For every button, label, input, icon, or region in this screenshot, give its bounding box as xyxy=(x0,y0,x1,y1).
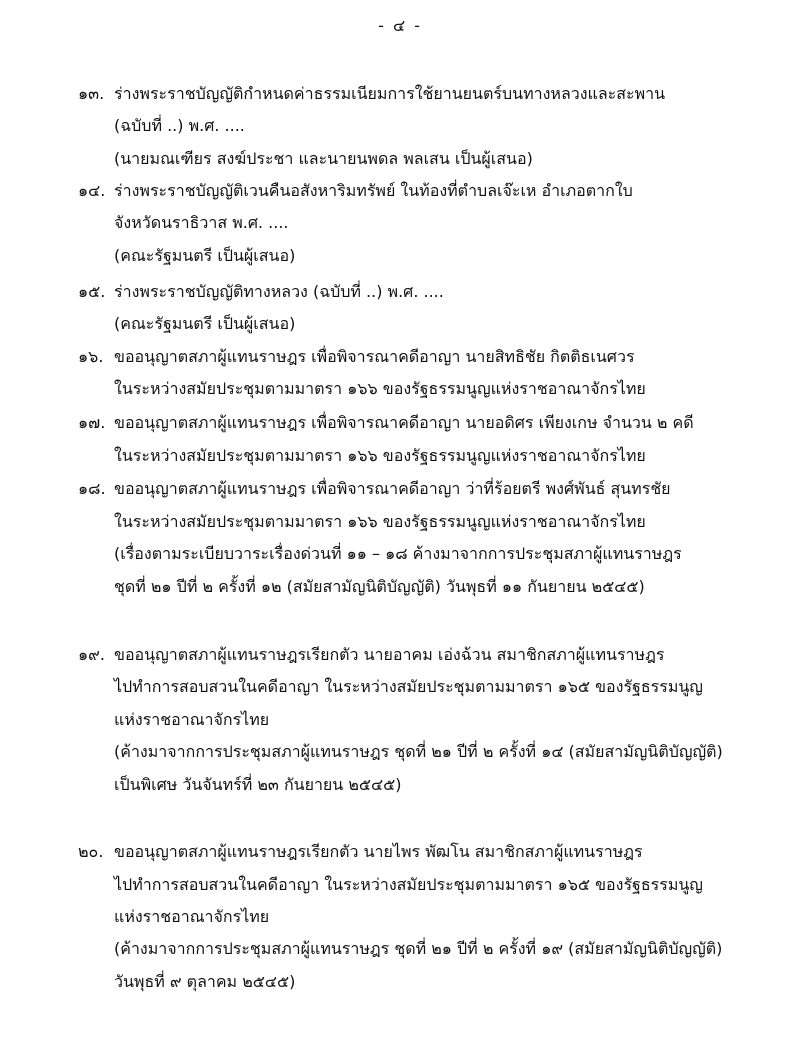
agenda-item-20-line-5: วันพุธที่ ๙ ตุลาคม ๒๕๔๕) xyxy=(114,972,296,991)
agenda-item-18-line-1: ๑๘. ขออนุญาตสภาผู้แทนราษฎร เพื่อพิจารณาคดีอาญา ว่าที่ร้อยตรี พงศ์พันธ์ สุนทรชัย xyxy=(78,479,671,498)
agenda-item-19-line-3: แห่งราชอาณาจักรไทย xyxy=(114,710,270,729)
agenda-item-20-line-4: (ค้างมาจากการประชุมสภาผู้แทนราษฎร ชุดที่ ๒๑ ปีที่ ๒ ครั้งที่ ๑๙ (สมัยสามัญนิติบัญญัติ) xyxy=(114,939,723,958)
agenda-item-16-line-1: ๑๖. ขออนุญาตสภาผู้แทนราษฎร เพื่อพิจารณาคดีอาญา นายสิทธิชัย กิตติธเนศวร xyxy=(78,347,635,366)
agenda-item-13-line-1: ๑๓. ร่างพระราชบัญญัติกำหนดค่าธรรมเนียมการใช้ยานยนตร์บนทางหลวงและสะพาน xyxy=(78,84,666,103)
agenda-item-19-line-4: (ค้างมาจากการประชุมสภาผู้แทนราษฎร ชุดที่ ๒๑ ปีที่ ๒ ครั้งที่ ๑๔ (สมัยสามัญนิติบัญญัติ) xyxy=(114,742,723,761)
agenda-item-20-line-3: แห่งราชอาณาจักรไทย xyxy=(114,907,270,926)
agenda-item-15-line-1: ๑๕. ร่างพระราชบัญญัติทางหลวง (ฉบับที่ ..) พ.ศ. .... xyxy=(78,282,444,301)
agenda-item-18-line-2: ในระหว่างสมัยประชุมตามมาตรา ๑๖๖ ของรัฐธรรมนูญแห่งราชอาณาจักรไทย xyxy=(114,512,646,531)
agenda-item-19-line-2: ไปทำการสอบสวนในคดีอาญา ในระหว่างสมัยประชุมตามมาตรา ๑๖๕ ของรัฐธรรมนูญ xyxy=(114,677,703,696)
agenda-item-17-line-2: ในระหว่างสมัยประชุมตามมาตรา ๑๖๖ ของรัฐธรรมนูญแห่งราชอาณาจักรไทย xyxy=(114,446,646,465)
agenda-item-16-number: ๑๖. xyxy=(78,347,104,366)
agenda-item-20-line-2: ไปทำการสอบสวนในคดีอาญา ในระหว่างสมัยประชุมตามมาตรา ๑๖๕ ของรัฐธรรมนูญ xyxy=(114,875,703,894)
agenda-item-18-number: ๑๘. xyxy=(78,479,106,498)
agenda-item-17-line-1: ๑๗. ขออนุญาตสภาผู้แทนราษฎร เพื่อพิจารณาคดีอาญา นายอดิศร เพียงเกษ จำนวน ๒ คดี xyxy=(78,413,694,432)
agenda-item-20-number: ๒๐. xyxy=(78,842,104,861)
agenda-item-13-number: ๑๓. xyxy=(78,84,105,103)
agenda-item-16-line-2: ในระหว่างสมัยประชุมตามมาตรา ๑๖๖ ของรัฐธรรมนูญแห่งราชอาณาจักรไทย xyxy=(114,379,646,398)
agenda-item-14-line-3: (คณะรัฐมนตรี เป็นผู้เสนอ) xyxy=(114,246,296,265)
agenda-item-15-number: ๑๕. xyxy=(78,282,106,301)
agenda-item-18-line-4: ชุดที่ ๒๑ ปีที่ ๒ ครั้งที่ ๑๒ (สมัยสามัญนิติบัญญัติ) วันพุธที่ ๑๑ กันยายน ๒๕๔๕) xyxy=(114,577,645,596)
agenda-item-14-line-2: จังหวัดนราธิวาส พ.ศ. .... xyxy=(114,213,289,232)
agenda-item-19-number: ๑๙. xyxy=(78,645,105,664)
agenda-item-17-number: ๑๗. xyxy=(78,413,106,432)
page-number: - ๔ - xyxy=(378,16,422,35)
agenda-item-13-line-2: (ฉบับที่ ..) พ.ศ. .... xyxy=(114,116,245,135)
agenda-item-15-line-2: (คณะรัฐมนตรี เป็นผู้เสนอ) xyxy=(114,314,296,333)
agenda-item-20-line-1: ๒๐. ขออนุญาตสภาผู้แทนราษฎรเรียกตัว นายไพร พัฒโน สมาชิกสภาผู้แทนราษฎร xyxy=(78,842,643,861)
agenda-item-14-number: ๑๔. xyxy=(78,181,106,200)
agenda-item-13-line-3: (นายมณเฑียร สงฆ์ประชา และนายนพดล พลเสน เป็นผู้เสนอ) xyxy=(114,149,533,168)
agenda-item-18-line-3: (เรื่องตามระเบียบวาระเรื่องด่วนที่ ๑๑ – ๑๘ ค้างมาจากการประชุมสภาผู้แทนราษฎร xyxy=(114,544,682,563)
agenda-item-14-line-1: ๑๔. ร่างพระราชบัญญัติเวนคืนอสังหาริมทรัพย์ ในท้องที่ตำบลเจ๊ะเห อำเภอตากใบ xyxy=(78,181,633,200)
agenda-item-19-line-1: ๑๙. ขออนุญาตสภาผู้แทนราษฎรเรียกตัว นายอาคม เอ่งฉ้วน สมาชิกสภาผู้แทนราษฎร xyxy=(78,645,665,664)
agenda-item-19-line-5: เป็นพิเศษ วันจันทร์ที่ ๒๓ กันยายน ๒๕๔๕) xyxy=(114,775,402,794)
